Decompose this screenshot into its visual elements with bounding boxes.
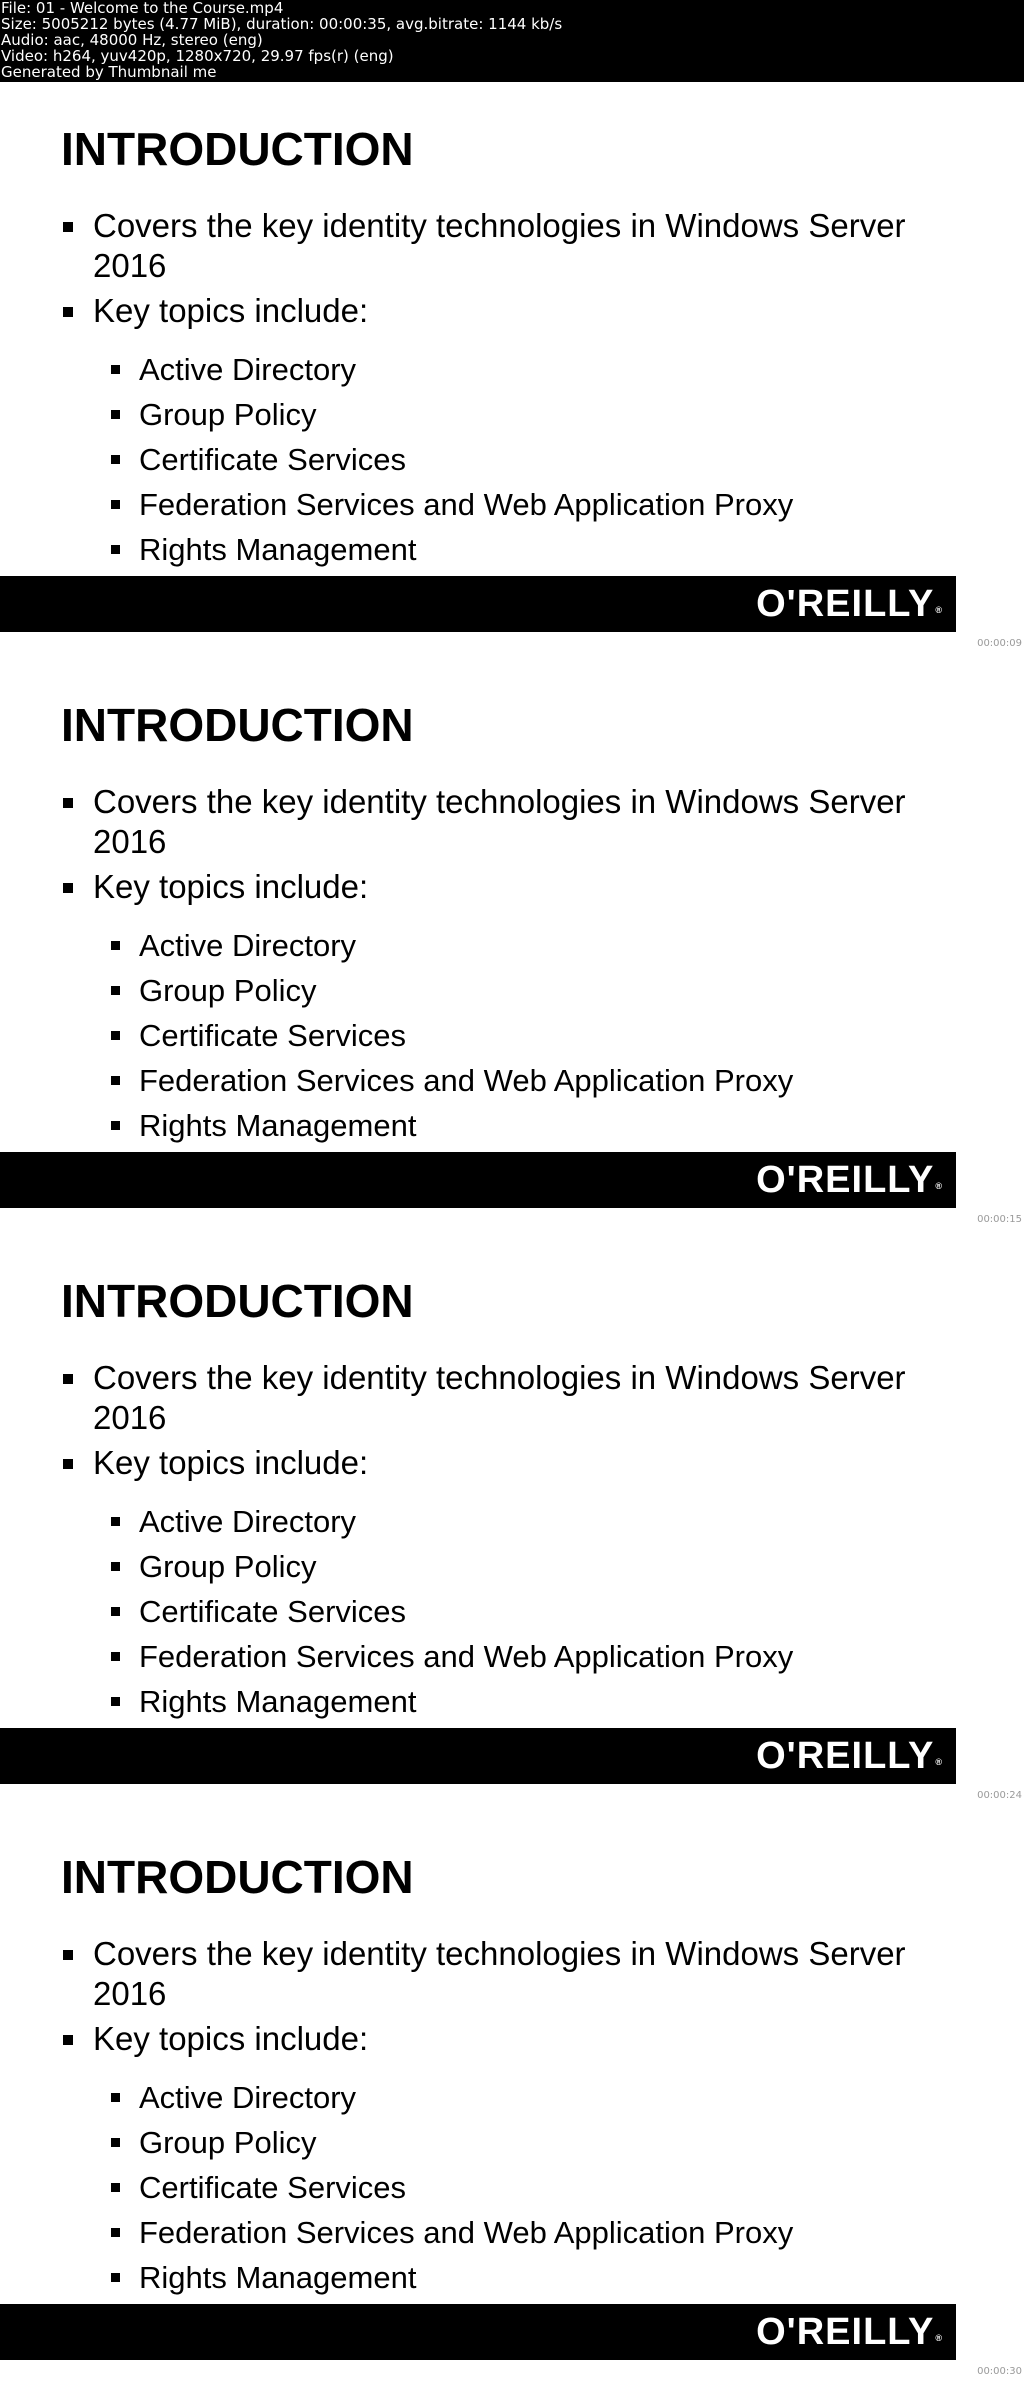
subtopic-item: Rights Management	[107, 2258, 793, 2303]
slide	[0, 82, 956, 658]
file-info-header	[0, 0, 1024, 82]
subtopic-item: Active Directory	[107, 350, 793, 395]
frame-timestamp: 00:00:30	[977, 2366, 1022, 2377]
slide-title: INTRODUCTION	[61, 123, 414, 175]
slide-footer-bar	[0, 1152, 956, 1208]
subtopic-item: Federation Services and Web Application Proxy	[107, 1637, 793, 1682]
bullet-item: Covers the key identity technologies in Windows Server 2016	[61, 1358, 951, 1438]
logo-text: O'REILLY	[756, 1159, 935, 1201]
logo-mark: ®	[935, 1757, 942, 1767]
slide-title: INTRODUCTION	[61, 1851, 414, 1903]
bullet-item: Covers the key identity technologies in Windows Server 2016	[61, 782, 951, 862]
slide-footer-bar	[0, 576, 956, 632]
subtopic-item: Group Policy	[107, 1547, 793, 1592]
subtopic-item: Group Policy	[107, 971, 793, 1016]
logo-mark: ®	[935, 605, 942, 615]
subtopic-item: Active Directory	[107, 926, 793, 971]
subtopic-item: Federation Services and Web Application Proxy	[107, 1061, 793, 1106]
video-frame-3	[0, 1234, 1024, 1810]
subtopic-item: Active Directory	[107, 2078, 793, 2123]
slide-footer-bar	[0, 2304, 956, 2360]
slide-footer-bar	[0, 1728, 956, 1784]
subtopic-item: Group Policy	[107, 395, 793, 440]
subtopic-list	[107, 926, 793, 1151]
bullet-item: Covers the key identity technologies in Windows Server 2016	[61, 1934, 951, 2014]
subtopic-item: Group Policy	[107, 2123, 793, 2168]
bullet-item: Key topics include:	[61, 1443, 951, 1483]
bullet-item: Key topics include:	[61, 291, 951, 331]
bullet-list	[61, 206, 951, 336]
subtopic-item: Rights Management	[107, 530, 793, 575]
file-info-line: Video: h264, yuv420p, 1280x720, 29.97 fps(r) (eng)	[1, 47, 394, 65]
file-info-line: Generated by Thumbnail me	[1, 63, 217, 81]
oreilly-logo	[756, 1157, 942, 1203]
oreilly-logo	[756, 581, 942, 627]
frame-timestamp: 00:00:24	[977, 1790, 1022, 1801]
bullet-list	[61, 782, 951, 912]
slide	[0, 1234, 956, 1810]
subtopic-item: Certificate Services	[107, 1592, 793, 1637]
subtopic-item: Active Directory	[107, 1502, 793, 1547]
subtopic-item: Certificate Services	[107, 440, 793, 485]
video-frame-1	[0, 82, 1024, 658]
subtopic-item: Certificate Services	[107, 2168, 793, 2213]
subtopic-item: Rights Management	[107, 1682, 793, 1727]
subtopic-item: Federation Services and Web Application Proxy	[107, 485, 793, 530]
logo-text: O'REILLY	[756, 2311, 935, 2353]
logo-text: O'REILLY	[756, 583, 935, 625]
slide-title: INTRODUCTION	[61, 699, 414, 751]
file-info-line: Audio: aac, 48000 Hz, stereo (eng)	[1, 31, 263, 49]
frame-timestamp: 00:00:09	[977, 638, 1022, 649]
subtopic-list	[107, 1502, 793, 1727]
file-info-line: File: 01 - Welcome to the Course.mp4	[1, 0, 284, 17]
subtopic-item: Rights Management	[107, 1106, 793, 1151]
bullet-item: Covers the key identity technologies in Windows Server 2016	[61, 206, 951, 286]
bullet-list	[61, 1358, 951, 1488]
logo-mark: ®	[935, 2333, 942, 2343]
file-info-line: Size: 5005212 bytes (4.77 MiB), duration: 00:00:35, avg.bitrate: 1144 kb/s	[1, 15, 563, 33]
subtopic-item: Federation Services and Web Application Proxy	[107, 2213, 793, 2258]
video-frame-2	[0, 658, 1024, 1234]
oreilly-logo	[756, 1733, 942, 1779]
slide	[0, 658, 956, 1234]
subtopic-list	[107, 2078, 793, 2303]
slide-title: INTRODUCTION	[61, 1275, 414, 1327]
bullet-item: Key topics include:	[61, 2019, 951, 2059]
logo-mark: ®	[935, 1181, 942, 1191]
video-frame-4	[0, 1810, 1024, 2386]
logo-text: O'REILLY	[756, 1735, 935, 1777]
bullet-list	[61, 1934, 951, 2064]
frame-timestamp: 00:00:15	[977, 1214, 1022, 1225]
subtopic-list	[107, 350, 793, 575]
bullet-item: Key topics include:	[61, 867, 951, 907]
oreilly-logo	[756, 2309, 942, 2355]
slide	[0, 1810, 956, 2386]
subtopic-item: Certificate Services	[107, 1016, 793, 1061]
